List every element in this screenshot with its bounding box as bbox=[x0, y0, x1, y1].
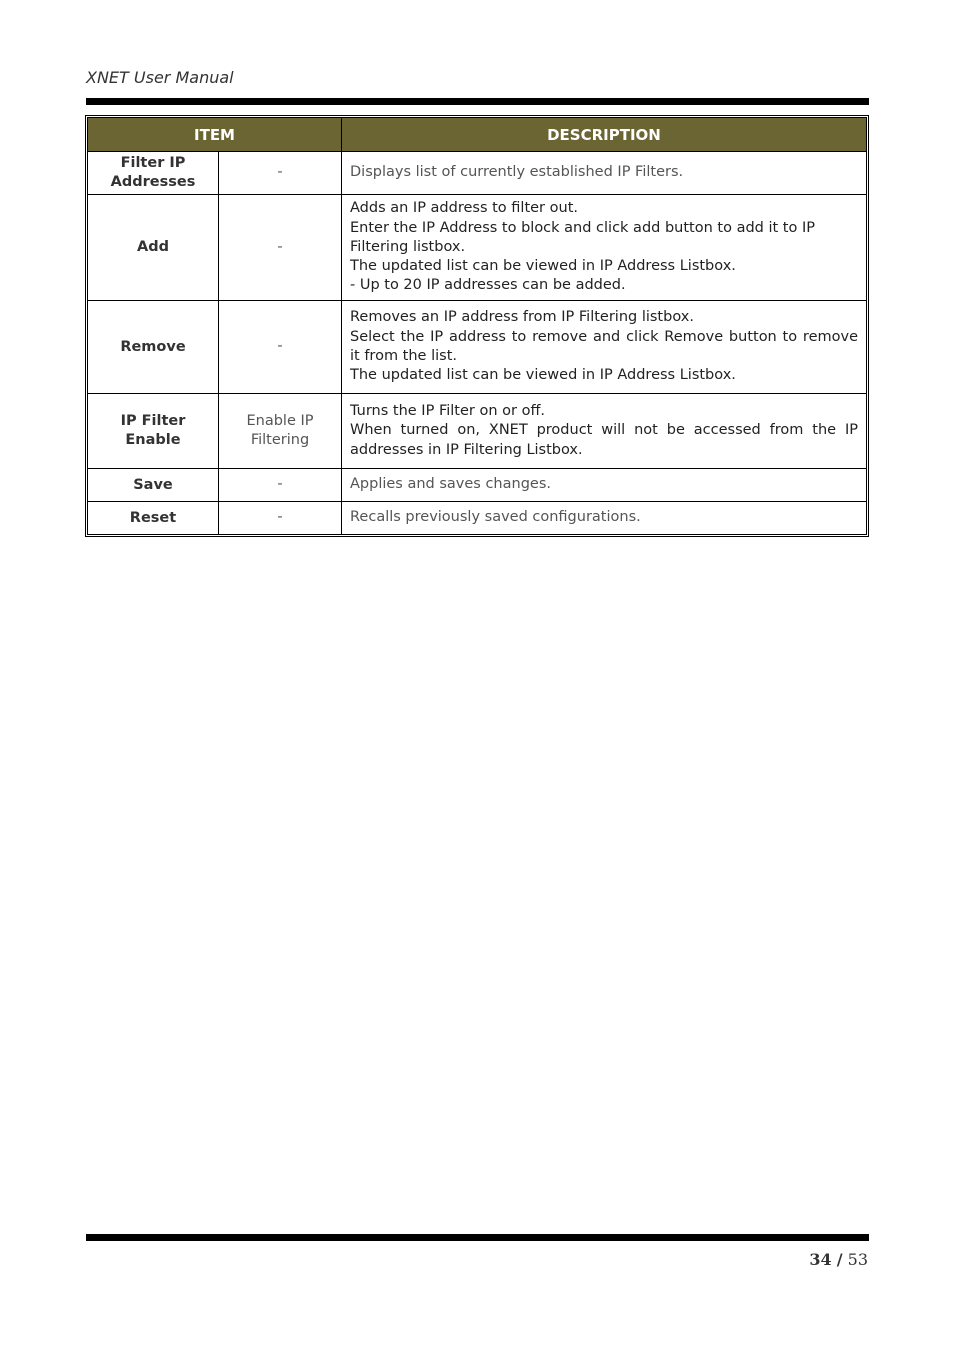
item-cell: IP Filter Enable bbox=[88, 394, 219, 469]
table-row bbox=[88, 301, 867, 394]
setting-cell: - bbox=[219, 152, 342, 195]
description-cell bbox=[342, 502, 867, 535]
description-line: Adds an IP address to filter out. bbox=[350, 200, 578, 217]
document-header-title: XNET User Manual bbox=[86, 68, 234, 87]
item-cell: Filter IP Addresses bbox=[88, 152, 219, 195]
table-row bbox=[88, 394, 867, 469]
table-header-row bbox=[88, 118, 867, 152]
description-cell bbox=[342, 152, 867, 195]
setting-cell: - bbox=[219, 301, 342, 394]
description-line: When turned on, XNET product will not be accessed from the IP addresses in IP Filtering Listbox. bbox=[350, 422, 858, 458]
description-line: The updated list can be viewed in IP Address Listbox. bbox=[350, 367, 736, 384]
table-row bbox=[88, 195, 867, 301]
description-line: Select the IP address to remove and click Remove button to remove it from the list. bbox=[350, 328, 858, 364]
description-cell bbox=[342, 394, 867, 469]
description-line: Displays list of currently established IP Filters. bbox=[350, 164, 684, 181]
description-line: Applies and saves changes. bbox=[350, 476, 551, 493]
item-cell: Remove bbox=[88, 301, 219, 394]
setting-cell: - bbox=[219, 469, 342, 502]
setting-cell: Enable IP Filtering bbox=[219, 394, 342, 469]
table-row bbox=[88, 469, 867, 502]
item-cell: Reset bbox=[88, 502, 219, 535]
column-header-item: ITEM bbox=[88, 118, 342, 152]
description-line: Enter the IP Address to block and click add button to add it to IP Filtering listbox. bbox=[350, 219, 815, 255]
page-total: 53 bbox=[847, 1250, 868, 1269]
description-cell bbox=[342, 195, 867, 301]
description-cell bbox=[342, 469, 867, 502]
page-current: 34 bbox=[809, 1250, 832, 1269]
settings-table bbox=[85, 115, 869, 537]
item-cell: Add bbox=[88, 195, 219, 301]
table-row bbox=[88, 152, 867, 195]
description-line: - Up to 20 IP addresses can be added. bbox=[350, 277, 626, 294]
column-header-description: DESCRIPTION bbox=[342, 118, 867, 152]
header-rule bbox=[86, 98, 869, 105]
footer-rule bbox=[86, 1234, 869, 1241]
description-line: Recalls previously saved configurations. bbox=[350, 509, 641, 526]
page-separator: / bbox=[836, 1250, 843, 1269]
table-row bbox=[88, 502, 867, 535]
description-line: The updated list can be viewed in IP Address Listbox. bbox=[350, 258, 736, 275]
page-number bbox=[809, 1250, 868, 1269]
setting-cell: - bbox=[219, 195, 342, 301]
description-line: Turns the IP Filter on or off. bbox=[350, 403, 546, 420]
description-line: Removes an IP address from IP Filtering listbox. bbox=[350, 309, 694, 326]
setting-cell: - bbox=[219, 502, 342, 535]
description-cell bbox=[342, 301, 867, 394]
item-cell: Save bbox=[88, 469, 219, 502]
